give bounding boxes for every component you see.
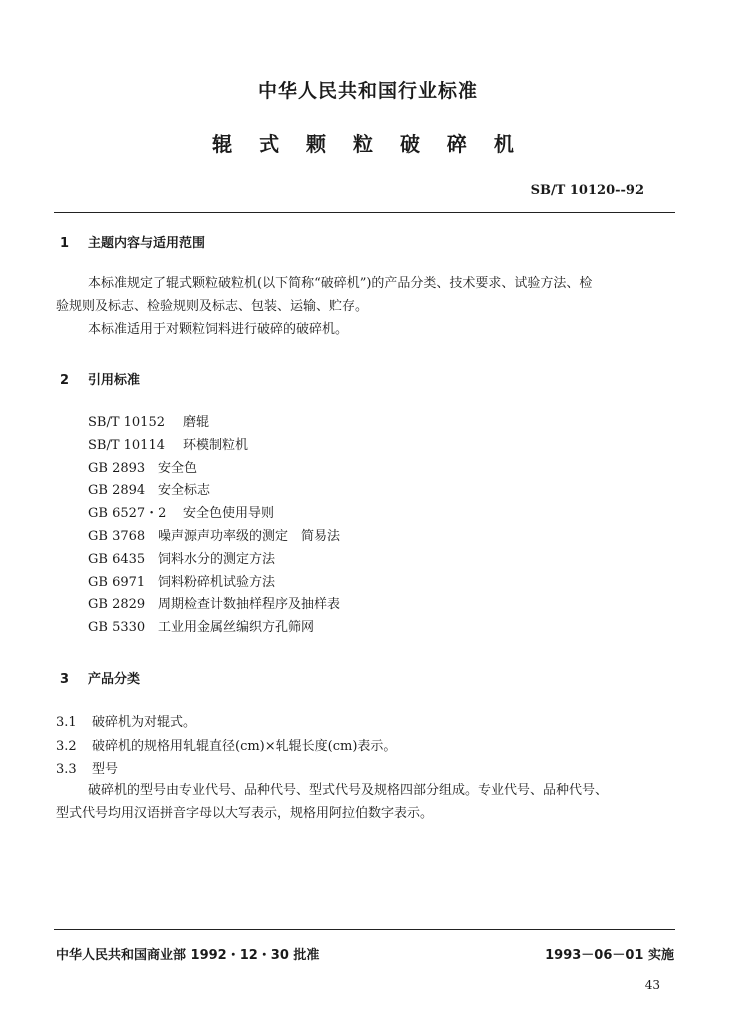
document-title: 辊 式 颗 粒 破 碎 机 xyxy=(212,132,524,156)
reference-code: SB/T 10152 xyxy=(88,415,165,430)
standard-code: SB/T 10120--92 xyxy=(530,183,644,198)
section-1-title: 主题内容与适用范围 xyxy=(88,236,206,251)
header-divider xyxy=(54,212,675,213)
reference-item xyxy=(88,617,340,640)
clause-text: 破碎机的规格用轧辊直径(cm)×轧辊长度(cm)表示。 xyxy=(92,739,397,754)
reference-title: 安全色使用导则 xyxy=(183,506,275,522)
footer-divider xyxy=(54,929,675,930)
section-2-title: 引用标准 xyxy=(88,373,141,388)
clause-number: 3.3 xyxy=(56,762,77,777)
clause-3-1 xyxy=(56,711,196,730)
clause-text: 型号 xyxy=(92,762,119,777)
reference-code: GB 5330 xyxy=(88,620,146,636)
section-3-para-line2: 型式代号均用汉语拼音字母以大写表示，规格用阿拉伯数字表示。 xyxy=(56,806,434,821)
section-1-para1-line1: 本标准规定了辊式颗粒破粒机(以下简称“破碎机”)的产品分类、技术要求、试验方法、检 xyxy=(88,276,593,291)
reference-item xyxy=(88,412,340,435)
reference-code: GB 2893 xyxy=(88,460,146,476)
reference-item xyxy=(88,480,340,503)
clause-text: 破碎机为对辊式。 xyxy=(92,715,197,730)
reference-item xyxy=(88,594,340,617)
clause-number: 3.2 xyxy=(56,739,77,754)
section-3-title: 产品分类 xyxy=(88,672,141,687)
reference-title: 噪声源声功率级的测定 简易法 xyxy=(158,528,341,544)
approval-note: 中华人民共和国商业部 1992・12・30 批准 xyxy=(56,948,320,963)
reference-code: GB 6527・2 xyxy=(88,506,167,522)
reference-title: 饲料粉碎机试验方法 xyxy=(158,574,276,590)
reference-title: 饲料水分的测定方法 xyxy=(158,551,276,567)
section-3-para-line1: 破碎机的型号由专业代号、品种代号、型式代号及规格四部分组成。专业代号、品种代号、 xyxy=(88,783,609,798)
reference-code: SB/T 10114 xyxy=(88,437,165,453)
reference-item xyxy=(88,435,340,458)
clause-3-3 xyxy=(56,758,118,777)
reference-item xyxy=(88,549,340,572)
reference-item xyxy=(88,526,340,549)
reference-title: 环模制粒机 xyxy=(183,437,249,453)
clause-number: 3.1 xyxy=(56,715,77,730)
reference-item xyxy=(88,503,340,526)
page-number: 43 xyxy=(644,978,660,992)
reference-item xyxy=(88,572,340,595)
section-2-heading xyxy=(60,369,140,388)
section-1-para1-line2: 验规则及标志、检验规则及标志、包装、运输、贮存。 xyxy=(56,299,369,314)
reference-code: GB 3768 xyxy=(88,528,146,544)
reference-title: 周期检查计数抽样程序及抽样表 xyxy=(158,597,341,613)
reference-code: GB 2894 xyxy=(88,483,146,499)
section-1-number: 1 xyxy=(60,236,70,251)
reference-code: GB 6435 xyxy=(88,551,146,567)
reference-item xyxy=(88,458,340,481)
effective-date: 1993－06－01 实施 xyxy=(545,948,674,963)
section-3-number: 3 xyxy=(60,672,70,687)
reference-title: 工业用金属丝编织方孔筛网 xyxy=(158,620,315,636)
section-3-heading xyxy=(60,668,140,687)
section-1-heading xyxy=(60,232,205,251)
standard-type-heading: 中华人民共和国行业标准 xyxy=(257,80,478,102)
reference-code: GB 2829 xyxy=(88,597,146,613)
section-1-para2: 本标准适用于对颗粒饲料进行破碎的破碎机。 xyxy=(88,322,349,337)
clause-3-2 xyxy=(56,735,396,754)
reference-title: 安全色 xyxy=(158,460,198,476)
reference-standards-list xyxy=(88,412,340,640)
section-2-number: 2 xyxy=(60,373,70,388)
reference-code: GB 6971 xyxy=(88,574,146,590)
reference-title: 安全标志 xyxy=(158,483,211,499)
reference-title: 磨辊 xyxy=(183,415,210,430)
